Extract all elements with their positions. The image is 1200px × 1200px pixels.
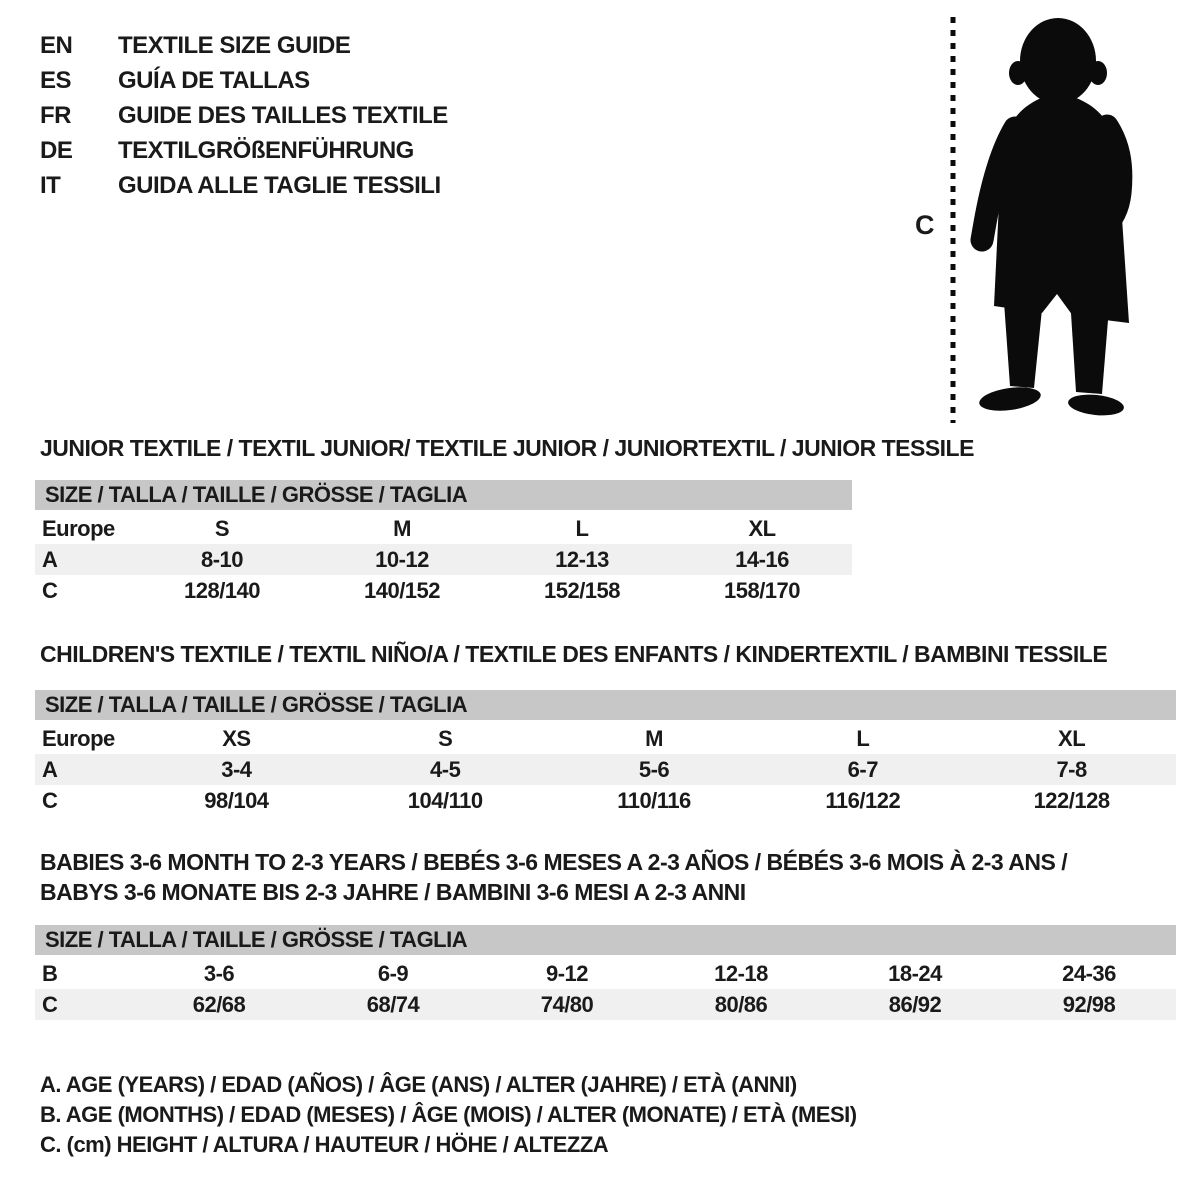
language-code: ES — [40, 66, 72, 94]
language-row-it — [40, 168, 448, 203]
height-cell: 128/140 — [183, 577, 261, 603]
age-cell: 3-4 — [221, 756, 252, 782]
height-cell: 116/122 — [825, 787, 901, 813]
size-cell: XS — [222, 725, 251, 751]
language-title-list — [40, 28, 448, 203]
age-cell: 10-12 — [375, 546, 429, 572]
row-label: C — [42, 991, 58, 1017]
language-code: IT — [40, 171, 61, 199]
size-header-bar: SIZE / TALLA / TAILLE / GRÖSSE / TAGLIA — [35, 690, 1176, 720]
table-row-height — [35, 989, 1176, 1020]
language-row-es — [40, 63, 448, 98]
babies-size-table — [35, 925, 1176, 1020]
row-label: Europe — [42, 515, 115, 541]
language-title: GUIDE DES TAILLES TEXTILE — [118, 101, 448, 129]
row-label: Europe — [42, 725, 115, 751]
size-cell: L — [575, 515, 589, 541]
height-dashed-line — [947, 15, 959, 425]
legend-line-c: C. (cm) HEIGHT / ALTURA / HAUTEUR / HÖHE / ALTEZZA — [40, 1132, 609, 1157]
legend-line-b: B. AGE (MONTHS) / EDAD (MESES) / ÂGE (MOIS) / ALTER (MONATE) / ETÀ (MESI) — [40, 1102, 857, 1127]
height-cell: 74/80 — [540, 991, 594, 1017]
size-cell: L — [856, 725, 870, 751]
row-label: C — [42, 577, 58, 603]
table-row-height — [35, 785, 1176, 816]
child-silhouette-icon — [963, 13, 1148, 418]
size-cell: S — [214, 515, 230, 541]
table-row-height — [35, 575, 852, 606]
table-row-europe — [35, 513, 852, 544]
height-cell: 62/68 — [192, 991, 246, 1017]
table-row-europe — [35, 723, 1176, 754]
language-code: FR — [40, 101, 71, 129]
months-cell: 24-36 — [1062, 960, 1116, 986]
language-row-fr — [40, 98, 448, 133]
height-cell: 92/98 — [1062, 991, 1116, 1017]
size-header-bar: SIZE / TALLA / TAILLE / GRÖSSE / TAGLIA — [35, 480, 852, 510]
legend — [40, 1070, 857, 1160]
legend-line-a: A. AGE (YEARS) / EDAD (AÑOS) / ÂGE (ANS) / ALTER (JAHRE) / ETÀ (ANNI) — [40, 1072, 797, 1097]
age-cell: 4-5 — [430, 756, 461, 782]
size-cell: XL — [748, 515, 776, 541]
table-row-age — [35, 544, 852, 575]
months-cell: 12-18 — [714, 960, 768, 986]
row-label: A — [42, 756, 58, 782]
months-cell: 6-9 — [377, 960, 409, 986]
height-measure-figure — [905, 10, 1185, 430]
junior-section-title: JUNIOR TEXTILE / TEXTIL JUNIOR/ TEXTILE JUNIOR / JUNIORTEXTIL / JUNIOR TESSILE — [40, 435, 974, 461]
junior-size-table — [35, 480, 852, 606]
babies-section-title-line1: BABIES 3-6 MONTH TO 2-3 YEARS / BEBÉS 3-6 MESES A 2-3 AÑOS / BÉBÉS 3-6 MOIS À 2-3 ANS / — [40, 849, 1068, 875]
months-cell: 9-12 — [545, 960, 589, 986]
language-title: TEXTILGRÖßENFÜHRUNG — [118, 136, 414, 164]
age-cell: 5-6 — [638, 756, 670, 782]
children-section-title: CHILDREN'S TEXTILE / TEXTIL NIÑO/A / TEXTILE DES ENFANTS / KINDERTEXTIL / BAMBINI TESSILE — [40, 641, 1108, 667]
age-cell: 8-10 — [200, 546, 244, 572]
babies-section-title-line2: BABYS 3-6 MONATE BIS 2-3 JAHRE / BAMBINI 3-6 MESI A 2-3 ANNI — [40, 879, 746, 905]
height-cell: 98/104 — [204, 787, 269, 813]
age-cell: 6-7 — [847, 756, 878, 782]
size-cell: S — [438, 725, 453, 751]
age-cell: 7-8 — [1056, 756, 1087, 782]
language-code: DE — [40, 136, 73, 164]
size-header-bar: SIZE / TALLA / TAILLE / GRÖSSE / TAGLIA — [35, 925, 1176, 955]
language-row-de — [40, 133, 448, 168]
height-cell: 80/86 — [714, 991, 768, 1017]
size-cell: M — [393, 515, 411, 541]
months-cell: 18-24 — [888, 960, 942, 986]
height-cell: 68/74 — [366, 991, 420, 1017]
age-cell: 14-16 — [735, 546, 789, 572]
height-cell: 104/110 — [407, 787, 483, 813]
language-title: TEXTILE SIZE GUIDE — [118, 31, 351, 59]
height-cell: 110/116 — [617, 787, 691, 813]
height-cell: 122/128 — [1033, 787, 1110, 813]
row-label: B — [42, 960, 58, 986]
table-row-age — [35, 754, 1176, 785]
table-row-months — [35, 958, 1176, 989]
height-cell: 140/152 — [363, 577, 441, 603]
age-cell: 12-13 — [555, 546, 609, 572]
language-title: GUIDA ALLE TAGLIE TESSILI — [118, 171, 441, 199]
language-code: EN — [40, 31, 73, 59]
height-cell: 86/92 — [888, 991, 942, 1017]
size-cell: XL — [1058, 725, 1086, 751]
height-measure-label: C — [915, 210, 934, 240]
language-title: GUÍA DE TALLAS — [118, 66, 310, 94]
height-cell: 152/158 — [543, 577, 621, 603]
row-label: C — [42, 787, 58, 813]
months-cell: 3-6 — [203, 960, 235, 986]
language-row-en — [40, 28, 448, 63]
children-size-table — [35, 690, 1176, 816]
height-cell: 158/170 — [723, 577, 801, 603]
row-label: A — [42, 546, 58, 572]
size-cell: M — [645, 725, 663, 751]
